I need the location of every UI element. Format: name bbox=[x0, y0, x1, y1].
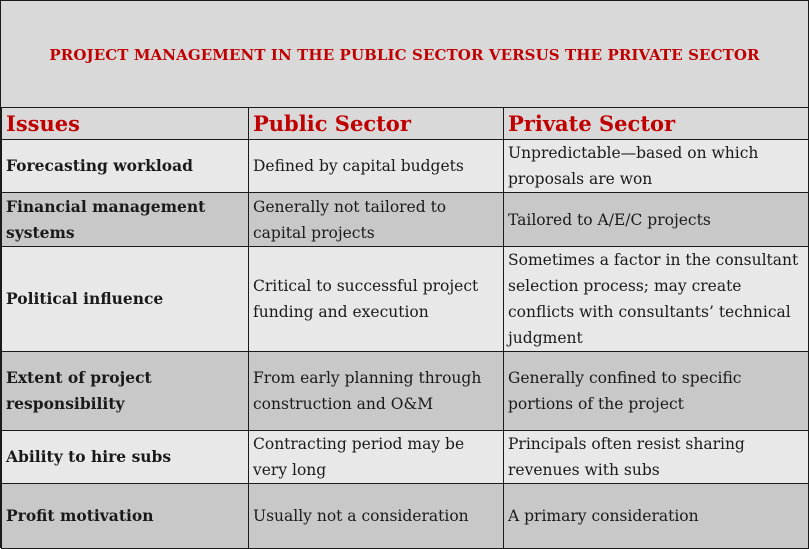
table-row bbox=[2, 193, 809, 247]
header-private-sector: Private Sector bbox=[504, 108, 809, 140]
issue-cell: Forecasting workload bbox=[2, 140, 249, 193]
title-band bbox=[1, 1, 808, 107]
issue-cell: Ability to hire subs bbox=[2, 431, 249, 484]
private-cell: Unpredictable—based on which proposals are won bbox=[504, 140, 809, 193]
header-issues: Issues bbox=[2, 108, 249, 140]
private-cell: A primary consideration bbox=[504, 484, 809, 549]
private-cell: Tailored to A/E/C projects bbox=[504, 193, 809, 247]
table-header-row bbox=[2, 108, 809, 140]
issue-cell: Financial management systems bbox=[2, 193, 249, 247]
table-row bbox=[2, 352, 809, 431]
table-row bbox=[2, 431, 809, 484]
public-cell: Defined by capital budgets bbox=[249, 140, 504, 193]
issue-cell: Profit motivation bbox=[2, 484, 249, 549]
public-cell: Critical to successful project funding and execution bbox=[249, 247, 504, 352]
slide-title: PROJECT MANAGEMENT IN THE PUBLIC SECTOR VERSUS THE PRIVATE SECTOR bbox=[49, 46, 760, 64]
private-cell: Generally confined to specific portions of the project bbox=[504, 352, 809, 431]
private-cell: Principals often resist sharing revenues with subs bbox=[504, 431, 809, 484]
public-cell: Contracting period may be very long bbox=[249, 431, 504, 484]
table-row bbox=[2, 247, 809, 352]
table-row bbox=[2, 484, 809, 549]
public-cell: From early planning through construction and O&M bbox=[249, 352, 504, 431]
public-cell: Generally not tailored to capital projects bbox=[249, 193, 504, 247]
public-cell: Usually not a consideration bbox=[249, 484, 504, 549]
table-row bbox=[2, 140, 809, 193]
issue-cell: Political influence bbox=[2, 247, 249, 352]
private-cell: Sometimes a factor in the consultant selection process; may create conflicts with consultants’ technical judgment bbox=[504, 247, 809, 352]
header-public-sector: Public Sector bbox=[249, 108, 504, 140]
comparison-table bbox=[1, 107, 809, 549]
issue-cell: Extent of project responsibility bbox=[2, 352, 249, 431]
